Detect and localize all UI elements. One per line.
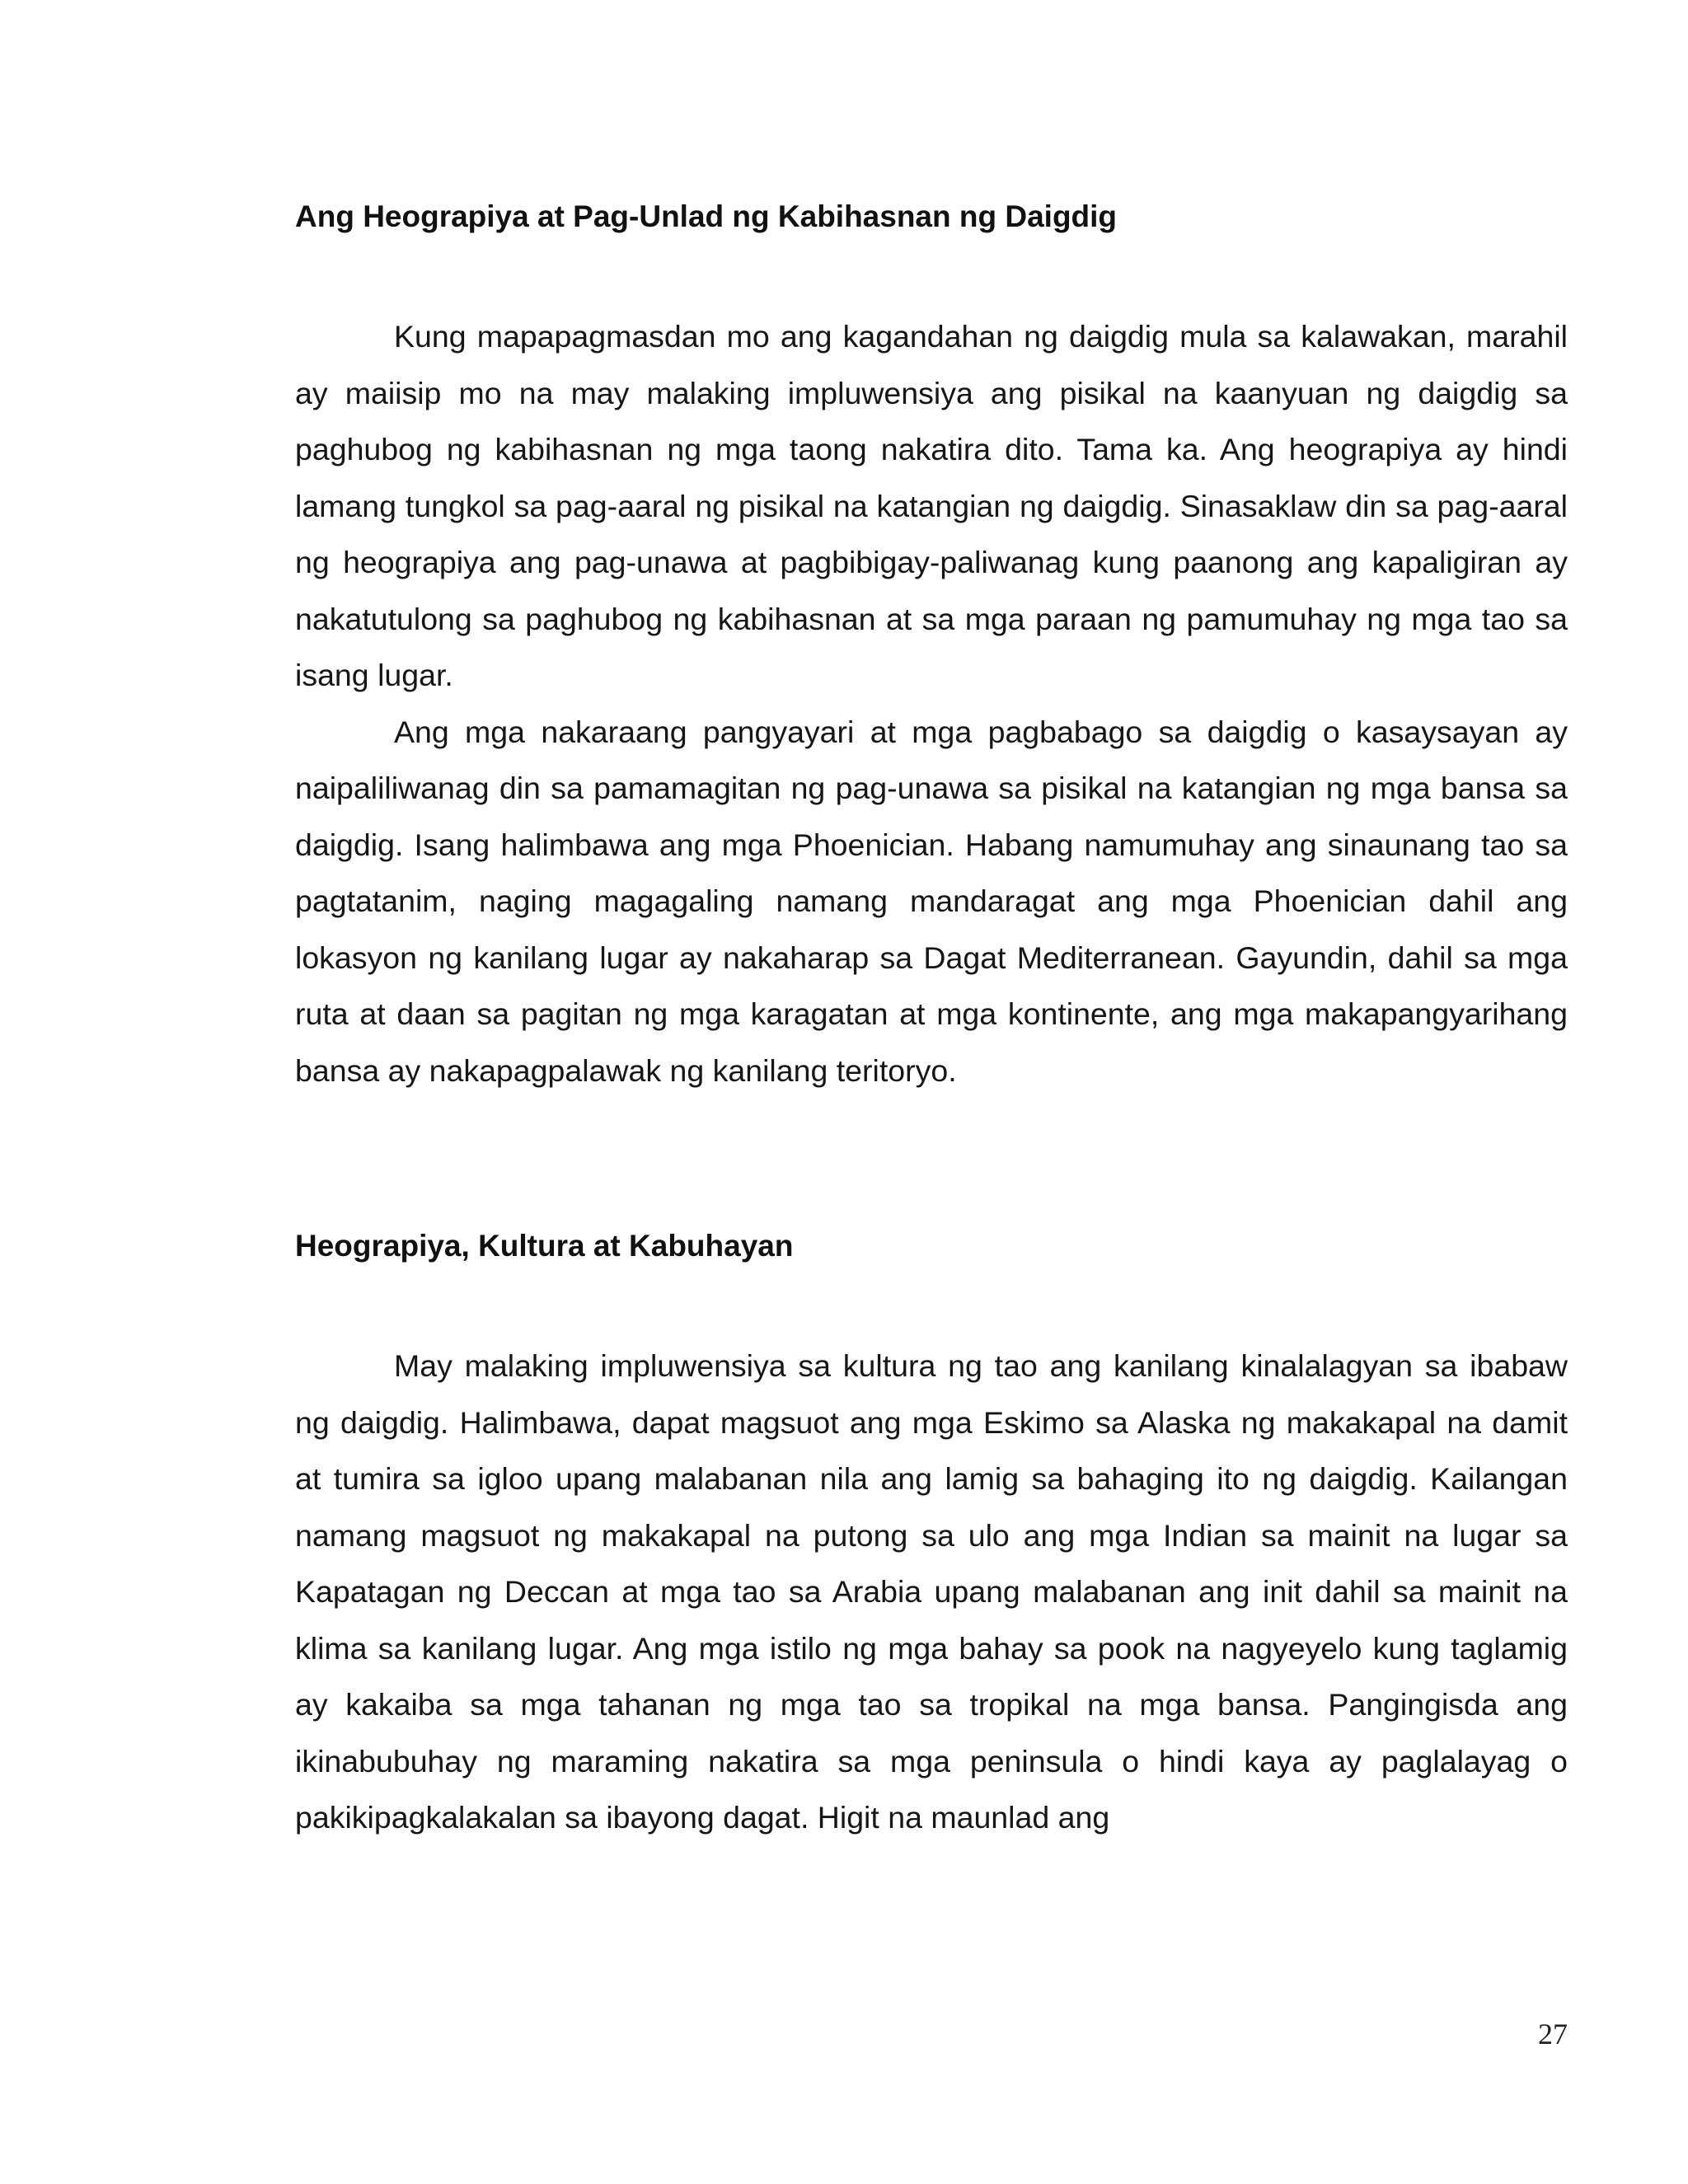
- section-heading: Heograpiya, Kultura at Kabuhayan: [295, 1229, 794, 1263]
- section-heading: Ang Heograpiya at Pag-Unlad ng Kabihasnan ng Daigdig: [295, 199, 1118, 233]
- page-number: 27: [1538, 2018, 1568, 2050]
- paragraph: May malaking impluwensiya sa kultura ng tao ang kanilang kinalalagyan sa ibabaw ng daigdig. Halimbawa, dapat magsuot ang mga Eskimo sa Alaska ng makakapal na damit at tumira sa igloo upang malabanan nila ang lamig sa bahaging ito ng daigdig. Kailangan namang magsuot ng makakapal na putong sa ulo ang mga Indian sa mainit na lugar sa Kapatagan ng Deccan at mga tao sa Arabia upang malabanan ang init dahil sa mainit na klima sa kanilang lugar. Ang mga istilo ng mga bahay sa pook na nagyeyelo kung taglamig ay kakaiba sa mga tahanan ng mga tao sa tropikal na mga bansa. Pangingisda ang ikinabubuhay ng maraming nakatira sa mga peninsula o hindi kaya ay paglalayag o pakikipagkalakalan sa ibayong dagat. Higit na maunlad ang: [295, 1348, 1568, 1835]
- paragraph: Kung mapapagmasdan mo ang kagandahan ng daigdig mula sa kalawakan, marahil ay maiisip mo na may malaking impluwensiya ang pisikal na kaanyuan ng daigdig sa paghubog ng kabihasnan ng mga taong nakatira dito. Tama ka. Ang heograpiya ay hindi lamang tungkol sa pag-aaral ng pisikal na katangian ng daigdig. Sinasaklaw din sa pag-aaral ng heograpiya ang pag-unawa at pagbibigay-paliwanag kung paanong ang kapaligiran ay nakatutulong sa paghubog ng kabihasnan at sa mga paraan ng pamumuhay ng mga tao sa isang lugar.: [295, 319, 1568, 692]
- paragraph: Ang mga nakaraang pangyayari at mga pagbabago sa daigdig o kasaysayan ay naipaliliwanag din sa pamamagitan ng pag-unawa sa pisikal na katangian ng mga bansa sa daigdig. Isang halimbawa ang mga Phoenician. Habang namumuhay ang sinaunang tao sa pagtatanim, naging magagaling namang mandaragat ang mga Phoenician dahil ang lokasyon ng kanilang lugar ay nakaharap sa Dagat Mediterranean. Gayundin, dahil sa mga ruta at daan sa pagitan ng mga karagatan at mga kontinente, ang mga makapangyarihang bansa ay nakapagpalawak ng kanilang teritoryo.: [295, 714, 1568, 1088]
- section-heograpiya-kultura-kabuhayan: [295, 1226, 1568, 1846]
- section-heograpiya-pag-unlad: [295, 196, 1568, 1099]
- page-content: [295, 196, 1568, 1846]
